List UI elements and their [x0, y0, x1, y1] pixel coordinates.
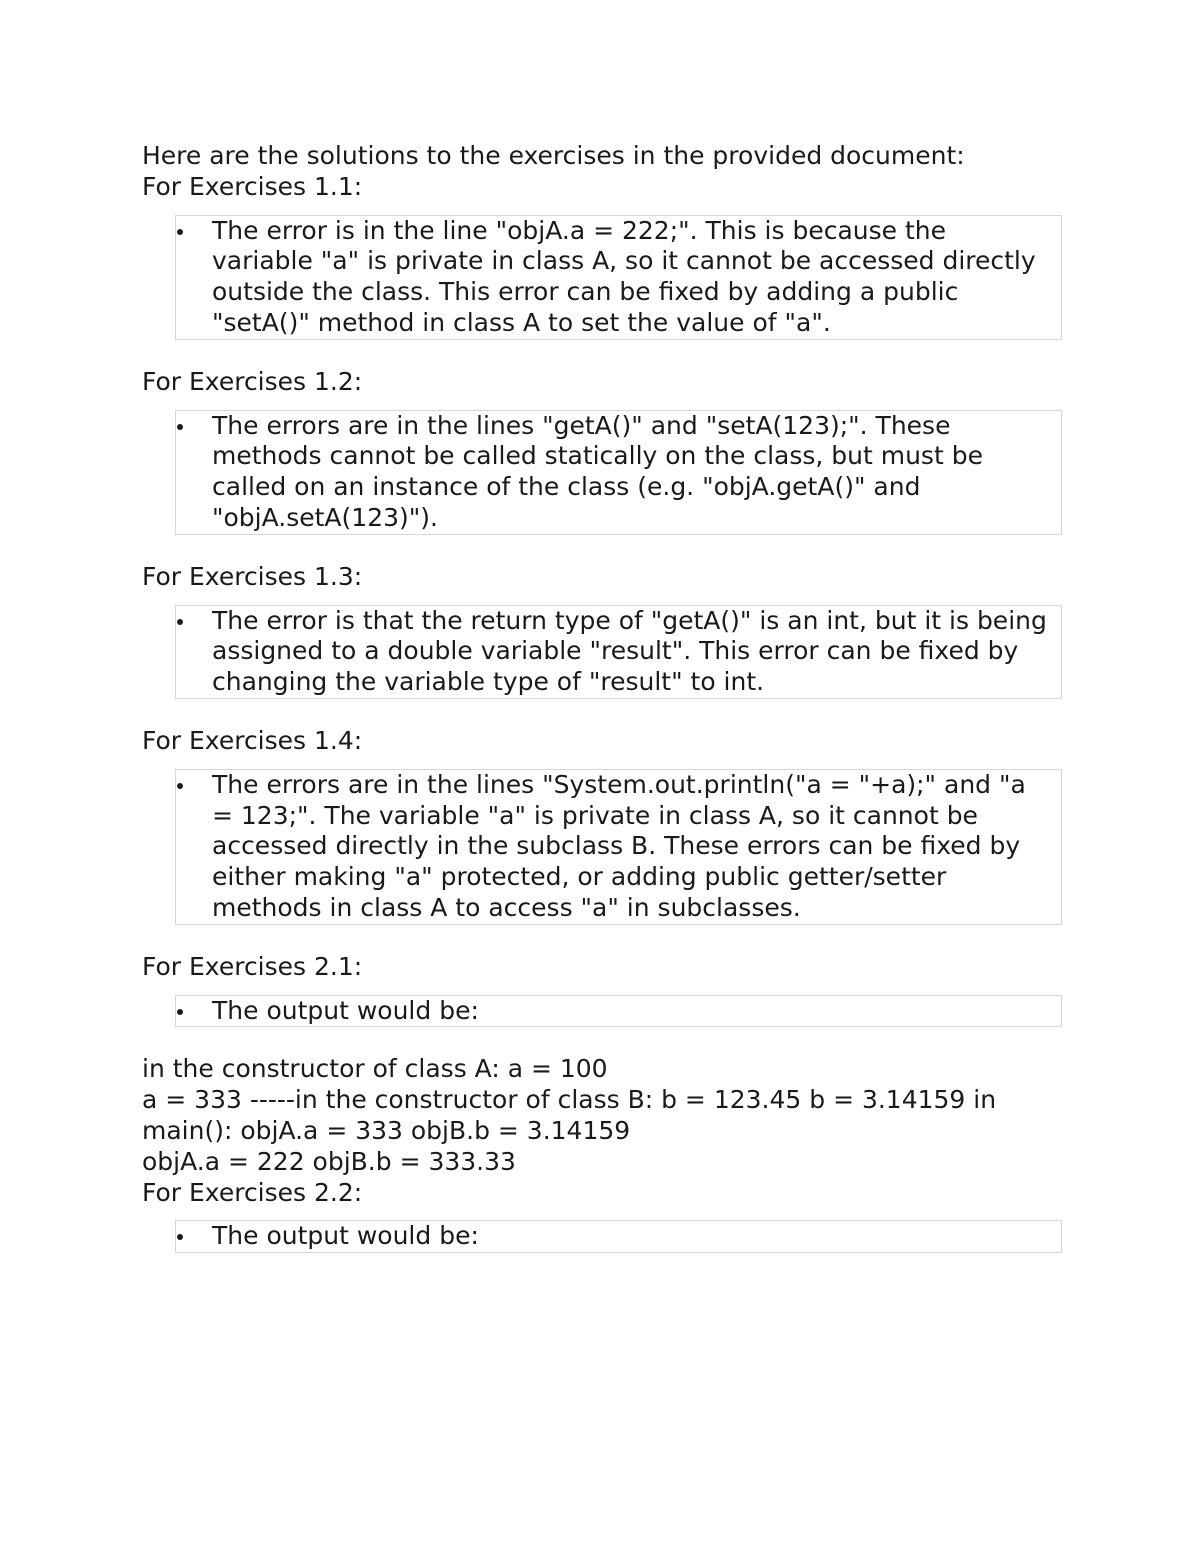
bullet-icon [177, 1009, 183, 1015]
list-item [175, 995, 1062, 1028]
bullet-icon [177, 229, 183, 235]
solution-text-2-1: The output would be: [212, 995, 479, 1025]
list-item [175, 605, 1062, 699]
solution-text-1-1: The error is in the line "objA.a = 222;". This is because the variable "a" is private in class A, so it cannot be accessed directly outside the class. This error can be fixed by adding a public "setA()" method in class A to set the value of "a". [212, 215, 1036, 337]
section-heading-1-4: For Exercises 1.4: [142, 725, 363, 755]
section-heading-2-1: For Exercises 2.1: [142, 951, 363, 981]
section-heading-1-1: For Exercises 1.1: [142, 171, 363, 201]
output-line: in the constructor of class A: a = 100 [142, 1054, 608, 1084]
list-item [175, 215, 1062, 340]
list-item [175, 410, 1062, 535]
document-page [142, 141, 1062, 1280]
section-heading-2-2: For Exercises 2.2: [142, 1177, 363, 1207]
bullet-icon [177, 783, 183, 789]
intro-text: Here are the solutions to the exercises in the provided document: [142, 141, 965, 170]
output-line: objA.a = 222 objB.b = 333.33 [142, 1146, 516, 1176]
solution-text-2-2: The output would be: [212, 1221, 479, 1251]
section-heading-1-2: For Exercises 1.2: [142, 366, 363, 396]
solution-text-1-4: The errors are in the lines "System.out.println("a = "+a);" and "a = 123;". The variable "a" is private in class A, so it cannot be accessed directly in the subclass B. These errors can be fixed by either making "a" protected, or adding public getter/setter methods in class A to access "a" in subclasses. [212, 769, 1026, 922]
solution-text-1-2: The errors are in the lines "getA()" and "setA(123);". These methods cannot be called statically on the class, but must be called on an instance of the class (e.g. "objA.getA()" and "objA.setA(123)"). [212, 410, 983, 532]
output-line: main(): objA.a = 333 objB.b = 3.14159 [142, 1115, 631, 1145]
solution-text-1-3: The error is that the return type of "getA()" is an int, but it is being assigned to a double variable "result". This error can be fixed by changing the variable type of "result" to int. [212, 605, 1047, 697]
bullet-icon [177, 1234, 183, 1240]
list-item [175, 1220, 1062, 1253]
output-line: a = 333 -----in the constructor of class B: b = 123.45 b = 3.14159 in [142, 1085, 997, 1115]
bullet-icon [177, 619, 183, 625]
section-heading-1-3: For Exercises 1.3: [142, 561, 363, 591]
bullet-icon [177, 424, 183, 430]
list-item [175, 769, 1062, 925]
